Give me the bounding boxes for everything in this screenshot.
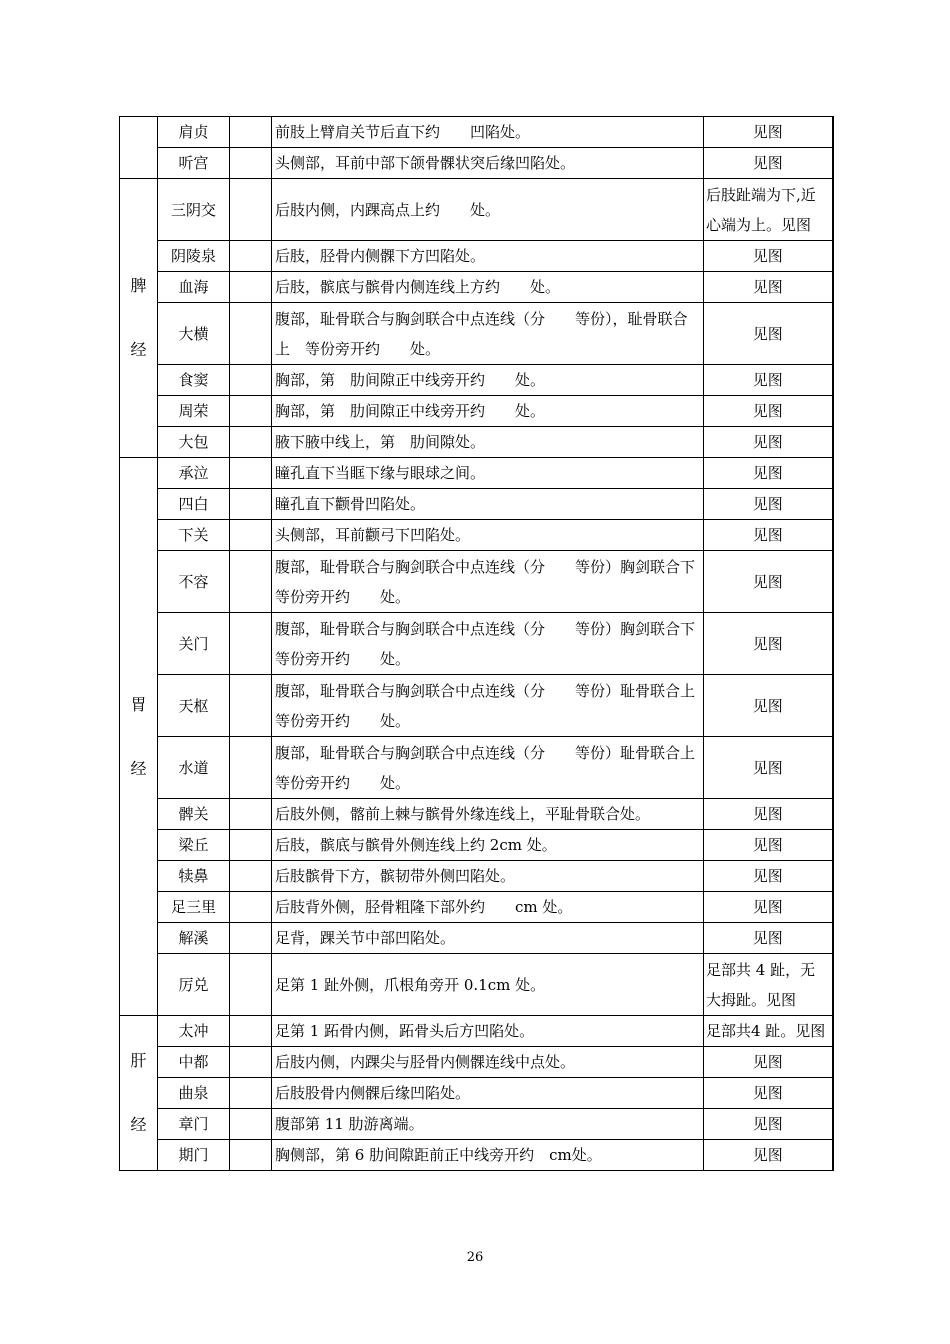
reference-note: 见图: [704, 427, 833, 458]
table-row: [120, 1140, 833, 1171]
blank-cell: [230, 520, 272, 551]
location-description: 后肢内侧，内踝高点上约 处。: [272, 179, 704, 241]
acupoint-table: [119, 116, 834, 1171]
table-row: [120, 737, 833, 799]
table-row: [120, 489, 833, 520]
blank-cell: [230, 1140, 272, 1171]
location-description: 腹部，耻骨联合与胸剑联合中点连线（分 等份），耻骨联合上 等份旁开约 处。: [272, 303, 704, 365]
table-row: [120, 396, 833, 427]
meridian-char: 脾: [130, 276, 147, 295]
location-description: 胸部，第 肋间隙正中线旁开约 处。: [272, 396, 704, 427]
meridian-cell: [120, 179, 158, 458]
table-row: [120, 923, 833, 954]
blank-cell: [230, 923, 272, 954]
table-row: [120, 1109, 833, 1140]
location-description: 后肢，髌底与髌骨外侧连线上约 2cm 处。: [272, 830, 704, 861]
table-row: [120, 1047, 833, 1078]
reference-note: 见图: [704, 799, 833, 830]
location-description: 胸部，第 肋间隙正中线旁开约 处。: [272, 365, 704, 396]
table-row: [120, 427, 833, 458]
blank-cell: [230, 303, 272, 365]
table-row: [120, 365, 833, 396]
acupoint-name: 中都: [158, 1047, 230, 1078]
reference-note: 见图: [704, 520, 833, 551]
acupoint-name: 髀关: [158, 799, 230, 830]
acupoint-name: 期门: [158, 1140, 230, 1171]
reference-note: 见图: [704, 117, 833, 148]
acupoint-name: 血海: [158, 272, 230, 303]
acupoint-name: 水道: [158, 737, 230, 799]
blank-cell: [230, 892, 272, 923]
blank-cell: [230, 179, 272, 241]
reference-note: 见图: [704, 241, 833, 272]
meridian-char: 胃: [130, 694, 147, 714]
acupoint-name: 足三里: [158, 892, 230, 923]
reference-note: 见图: [704, 365, 833, 396]
blank-cell: [230, 427, 272, 458]
location-description: 后肢内侧，内踝尖与胫骨内侧髁连线中点处。: [272, 1047, 704, 1078]
location-description: 腹部第 11 肋游离端。: [272, 1109, 704, 1140]
meridian-char: 经: [130, 1115, 147, 1134]
reference-note: 见图: [704, 1047, 833, 1078]
acupoint-name: 章门: [158, 1109, 230, 1140]
location-description: 腹部，耻骨联合与胸剑联合中点连线（分 等份）胸剑联合下 等份旁开约 处。: [272, 551, 704, 613]
blank-cell: [230, 954, 272, 1016]
acupoint-name: 阴陵泉: [158, 241, 230, 272]
location-description: 瞳孔直下当眶下缘与眼球之间。: [272, 458, 704, 489]
table-row: [120, 954, 833, 1016]
reference-note: 足部共4 趾。见图: [704, 1016, 833, 1047]
acupoint-name: 三阴交: [158, 179, 230, 241]
location-description: 腹部，耻骨联合与胸剑联合中点连线（分 等份）耻骨联合上 等份旁开约 处。: [272, 737, 704, 799]
table-row: [120, 148, 833, 179]
location-description: 足第 1 趾外侧，爪根角旁开 0.1cm 处。: [272, 954, 704, 1016]
acupoint-name: 大包: [158, 427, 230, 458]
meridian-cell: [120, 1016, 158, 1171]
table-row: [120, 830, 833, 861]
blank-cell: [230, 737, 272, 799]
acupoint-name: 不容: [158, 551, 230, 613]
acupoint-name: 承泣: [158, 458, 230, 489]
location-description: 瞳孔直下颧骨凹陷处。: [272, 489, 704, 520]
acupoint-name: 厉兑: [158, 954, 230, 1016]
blank-cell: [230, 458, 272, 489]
reference-note: 见图: [704, 551, 833, 613]
blank-cell: [230, 365, 272, 396]
acupoint-name: 听宫: [158, 148, 230, 179]
meridian-cell: [120, 458, 158, 1016]
reference-note: 见图: [704, 458, 833, 489]
reference-note: 见图: [704, 923, 833, 954]
table-row: [120, 241, 833, 272]
blank-cell: [230, 489, 272, 520]
table-row: [120, 675, 833, 737]
reference-note: 后肢趾端为下,近心端为上。见图: [704, 179, 833, 241]
reference-note: 见图: [704, 892, 833, 923]
acupoint-name: 周荣: [158, 396, 230, 427]
table-row: [120, 117, 833, 148]
page-number: 26: [466, 1250, 484, 1265]
reference-note: 见图: [704, 303, 833, 365]
blank-cell: [230, 830, 272, 861]
table-row: [120, 1016, 833, 1047]
table-row: [120, 892, 833, 923]
reference-note: 见图: [704, 272, 833, 303]
reference-note: 见图: [704, 675, 833, 737]
reference-note: 见图: [704, 148, 833, 179]
location-description: 腹部，耻骨联合与胸剑联合中点连线（分 等份）耻骨联合上 等份旁开约 处。: [272, 675, 704, 737]
reference-note: 足部共 4 趾，无大拇趾。见图: [704, 954, 833, 1016]
location-description: 后肢背外侧，胫骨粗隆下部外约 cm 处。: [272, 892, 704, 923]
table-row: [120, 179, 833, 241]
reference-note: 见图: [704, 1078, 833, 1109]
location-description: 足第 1 跖骨内侧，跖骨头后方凹陷处。: [272, 1016, 704, 1047]
reference-note: 见图: [704, 1109, 833, 1140]
blank-cell: [230, 1109, 272, 1140]
acupoint-name: 犊鼻: [158, 861, 230, 892]
blank-cell: [230, 613, 272, 675]
reference-note: 见图: [704, 737, 833, 799]
location-description: 后肢，髌底与髌骨内侧连线上方约 处。: [272, 272, 704, 303]
reference-note: 见图: [704, 861, 833, 892]
location-description: 胸侧部，第 6 肋间隙距前正中线旁开约 cm处。: [272, 1140, 704, 1171]
blank-cell: [230, 272, 272, 303]
acupoint-name: 曲泉: [158, 1078, 230, 1109]
acupoint-name: 解溪: [158, 923, 230, 954]
table-row: [120, 520, 833, 551]
reference-note: 见图: [704, 830, 833, 861]
acupoint-table-body: [120, 117, 833, 1171]
blank-cell: [230, 861, 272, 892]
blank-cell: [230, 1078, 272, 1109]
acupoint-name: 天枢: [158, 675, 230, 737]
location-description: 后肢股骨内侧髁后缘凹陷处。: [272, 1078, 704, 1109]
location-description: 足背，踝关节中部凹陷处。: [272, 923, 704, 954]
location-description: 头侧部，耳前中部下颌骨髁状突后缘凹陷处。: [272, 148, 704, 179]
table-row: [120, 272, 833, 303]
reference-note: 见图: [704, 396, 833, 427]
acupoint-name: 梁丘: [158, 830, 230, 861]
table-row: [120, 303, 833, 365]
reference-note: 见图: [704, 489, 833, 520]
meridian-char: 肝: [130, 1051, 147, 1070]
location-description: 后肢外侧，髂前上棘与髌骨外缘连线上，平耻骨联合处。: [272, 799, 704, 830]
blank-cell: [230, 148, 272, 179]
blank-cell: [230, 117, 272, 148]
table-row: [120, 861, 833, 892]
blank-cell: [230, 551, 272, 613]
location-description: 头侧部，耳前颧弓下凹陷处。: [272, 520, 704, 551]
blank-cell: [230, 396, 272, 427]
blank-cell: [230, 241, 272, 272]
acupoint-name: 太冲: [158, 1016, 230, 1047]
table-row: [120, 551, 833, 613]
table-row: [120, 458, 833, 489]
location-description: 腹部，耻骨联合与胸剑联合中点连线（分 等份）胸剑联合下 等份旁开约 处。: [272, 613, 704, 675]
blank-cell: [230, 799, 272, 830]
blank-cell: [230, 675, 272, 737]
acupoint-name: 下关: [158, 520, 230, 551]
table-row: [120, 799, 833, 830]
table-row: [120, 1078, 833, 1109]
location-description: 腋下腋中线上，第 肋间隙处。: [272, 427, 704, 458]
location-description: 后肢髌骨下方，髌韧带外侧凹陷处。: [272, 861, 704, 892]
reference-note: 见图: [704, 613, 833, 675]
reference-note: 见图: [704, 1140, 833, 1171]
location-description: 前肢上臂肩关节后直下约 凹陷处。: [272, 117, 704, 148]
acupoint-name: 肩贞: [158, 117, 230, 148]
meridian-char: 经: [130, 340, 147, 359]
meridian-cell: [120, 117, 158, 179]
acupoint-name: 食窦: [158, 365, 230, 396]
acupoint-name: 关门: [158, 613, 230, 675]
blank-cell: [230, 1047, 272, 1078]
location-description: 后肢，胫骨内侧髁下方凹陷处。: [272, 241, 704, 272]
acupoint-name: 四白: [158, 489, 230, 520]
table-row: [120, 613, 833, 675]
meridian-char: 经: [130, 758, 147, 778]
blank-cell: [230, 1016, 272, 1047]
acupoint-name: 大横: [158, 303, 230, 365]
